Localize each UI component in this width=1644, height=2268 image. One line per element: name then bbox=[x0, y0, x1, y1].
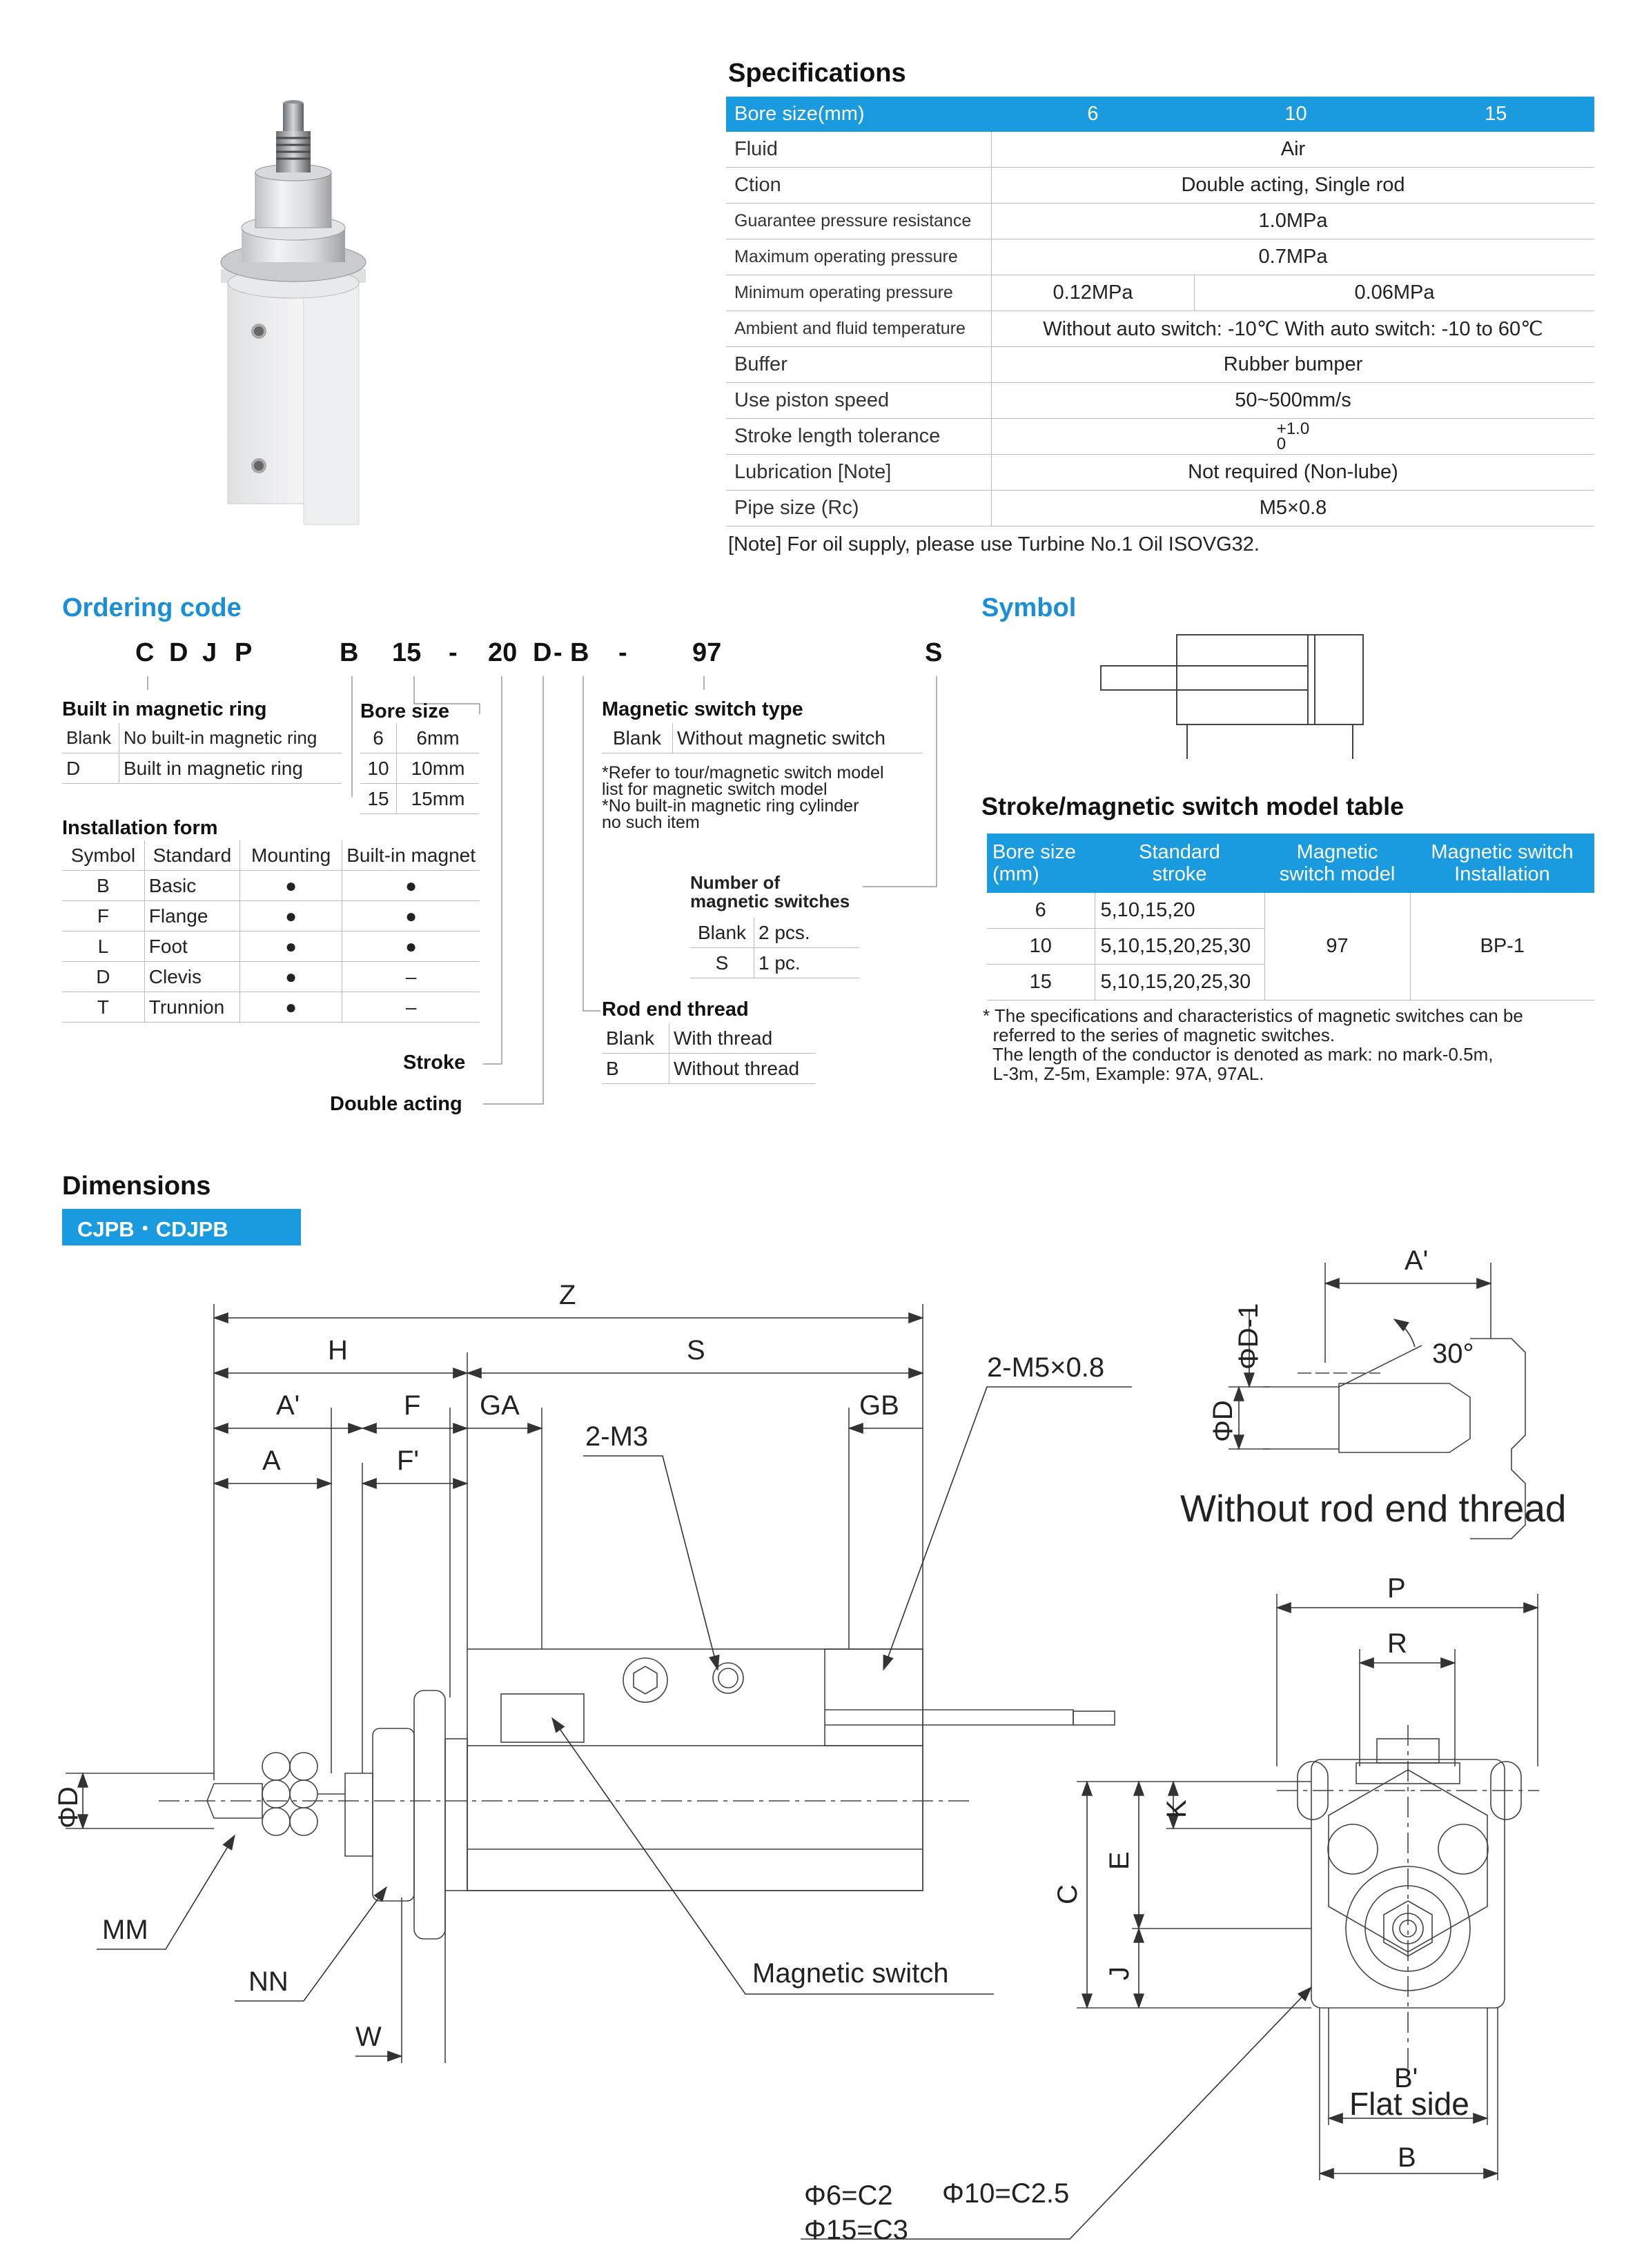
col-mounting: Mounting bbox=[240, 840, 342, 871]
note-line: * The specifications and characteristics of magnetic switches can be bbox=[983, 1005, 1523, 1026]
num-switches-desc: 2 pcs. bbox=[754, 918, 860, 948]
spec-label: Pipe size (Rc) bbox=[726, 491, 992, 526]
table-row bbox=[62, 723, 342, 753]
rod-end-desc: With thread bbox=[669, 1023, 816, 1054]
install-magnet: ● bbox=[342, 901, 480, 931]
num-switches-table bbox=[690, 918, 859, 978]
spec-value: 0.7MPa bbox=[992, 239, 1595, 275]
spec-value: Air bbox=[992, 132, 1595, 168]
bore-15-header: 15 bbox=[1398, 97, 1595, 132]
bore-size-table bbox=[360, 723, 479, 814]
install-symbol: F bbox=[62, 901, 144, 931]
install-name: Clevis bbox=[144, 962, 239, 992]
switch-installation-value: BP-1 bbox=[1410, 893, 1594, 1000]
magnetic-ring-desc: Built in magnetic ring bbox=[119, 753, 342, 784]
install-symbol: B bbox=[62, 871, 144, 901]
double-acting-label: Double acting bbox=[330, 1093, 462, 1115]
bore-desc: 15mm bbox=[397, 784, 480, 814]
spec-row bbox=[726, 275, 1594, 311]
spec-value: Without auto switch: -10℃ With auto switch: -10 to 60℃ bbox=[992, 311, 1595, 347]
switch-model-value: 97 bbox=[1264, 893, 1410, 1000]
tolerance-plus: +1.0 bbox=[1276, 419, 1310, 438]
note-line: L-3m, Z-5m, Example: 97A, 97AL. bbox=[983, 1063, 1264, 1084]
spec-label: Minimum operating pressure bbox=[726, 275, 992, 311]
stroke-bore: 6 bbox=[987, 893, 1095, 929]
num-switches-title-line: magnetic switches bbox=[690, 891, 850, 911]
spec-row bbox=[726, 239, 1594, 275]
stroke-header-line: (mm) bbox=[992, 863, 1039, 885]
rod-end-table bbox=[602, 1023, 816, 1084]
stroke-header-line: switch model bbox=[1279, 863, 1396, 885]
install-mounting: ● bbox=[240, 962, 342, 992]
stroke-header-line: Bore size bbox=[992, 841, 1076, 863]
specifications-table bbox=[726, 97, 1594, 526]
table-row bbox=[360, 784, 479, 814]
stroke-header-line: Magnetic bbox=[1296, 841, 1378, 863]
spec-value: Not required (Non-lube) bbox=[992, 455, 1595, 491]
side-dim-phi-d: ΦD bbox=[1208, 1400, 1238, 1442]
bore-size-header: Bore size(mm) bbox=[726, 97, 992, 132]
side-dim-phi-d1: ΦD-1 bbox=[1233, 1303, 1264, 1370]
install-mounting: ● bbox=[240, 931, 342, 962]
magnetic-ring-code: D bbox=[62, 753, 119, 784]
magnetic-switch-label: Magnetic switch bbox=[752, 1958, 949, 1989]
bore-desc: 6mm bbox=[397, 723, 480, 753]
end-dim-j: J bbox=[1104, 1966, 1135, 1980]
stroke-bore: 15 bbox=[987, 965, 1095, 1000]
spec-row bbox=[726, 132, 1594, 168]
table-row bbox=[62, 840, 480, 871]
num-switches-title bbox=[690, 874, 850, 911]
table-row bbox=[360, 753, 479, 784]
num-switches-code: S bbox=[690, 948, 754, 978]
note-line: The length of the conductor is denoted as mark: no mark-0.5m, bbox=[983, 1044, 1494, 1065]
install-magnet: – bbox=[342, 992, 480, 1023]
end-dim-b-prime: B' bbox=[1394, 2063, 1418, 2093]
install-name: Basic bbox=[144, 871, 239, 901]
ordering-code-title: Ordering code bbox=[62, 593, 242, 622]
table-row bbox=[62, 871, 480, 901]
rod-end-code: B bbox=[602, 1054, 669, 1084]
rod-end-title: Rod end thread bbox=[602, 998, 749, 1020]
spec-label: Guarantee pressure resistance bbox=[726, 204, 992, 239]
dimension-drawing bbox=[0, 1235, 1644, 2268]
stroke-values: 5,10,15,20 bbox=[1095, 893, 1264, 929]
table-row bbox=[62, 753, 342, 784]
spec-value: 0.06MPa bbox=[1195, 275, 1595, 311]
flat-side-label: Flat side bbox=[1349, 2086, 1469, 2122]
spec-label: Lubrication [Note] bbox=[726, 455, 992, 491]
chamfer-15: Φ15=C3 bbox=[804, 2215, 908, 2245]
table-row bbox=[62, 901, 480, 931]
dim-f: F bbox=[404, 1390, 421, 1421]
bore-6-header: 6 bbox=[992, 97, 1195, 132]
col-switch-model bbox=[1264, 834, 1410, 893]
bore-desc: 10mm bbox=[397, 753, 480, 784]
spec-label: Maximum operating pressure bbox=[726, 239, 992, 275]
install-name: Flange bbox=[144, 901, 239, 931]
bore-code: 10 bbox=[360, 753, 397, 784]
magnetic-ring-code: Blank bbox=[62, 723, 119, 753]
end-dim-k: K bbox=[1162, 1799, 1192, 1818]
code-char-p: P bbox=[235, 638, 253, 667]
stroke-header-line: Magnetic switch bbox=[1431, 841, 1574, 863]
spec-value: Rubber bumper bbox=[992, 347, 1595, 383]
spec-value: M5×0.8 bbox=[992, 491, 1595, 526]
code-switch-type: 97 bbox=[692, 638, 722, 667]
dimensions-title: Dimensions bbox=[62, 1172, 211, 1201]
table-row bbox=[62, 962, 480, 992]
stroke-table-notes bbox=[983, 1006, 1523, 1083]
stroke-values: 5,10,15,20,25,30 bbox=[1095, 965, 1264, 1000]
spec-label: Ction bbox=[726, 168, 992, 204]
spec-label: Use piston speed bbox=[726, 383, 992, 419]
stroke-bore: 10 bbox=[987, 929, 1095, 965]
dim-m5: 2-M5×0.8 bbox=[987, 1352, 1105, 1383]
install-magnet: ● bbox=[342, 931, 480, 962]
spec-label: Ambient and fluid temperature bbox=[726, 311, 992, 347]
magnetic-ring-desc: No built-in magnetic ring bbox=[119, 723, 342, 753]
code-installation: B bbox=[340, 638, 359, 667]
rod-end-code: Blank bbox=[602, 1023, 669, 1054]
bore-code: 6 bbox=[360, 723, 397, 753]
code-bore: 15 bbox=[392, 638, 422, 667]
stroke-header-line: Standard bbox=[1139, 841, 1220, 863]
col-bore-size bbox=[987, 834, 1095, 893]
product-photo bbox=[173, 90, 600, 545]
dim-mm: MM bbox=[102, 1915, 148, 1945]
col-symbol: Symbol bbox=[62, 840, 144, 871]
end-dim-e: E bbox=[1104, 1851, 1135, 1870]
code-dash: - bbox=[449, 638, 458, 667]
install-name: Trunnion bbox=[144, 992, 239, 1023]
chamfer-6: Φ6=C2 bbox=[804, 2180, 893, 2211]
switch-type-table bbox=[602, 723, 923, 753]
without-thread-label: Without rod end thread bbox=[1180, 1487, 1567, 1530]
end-dim-c: C bbox=[1053, 1884, 1083, 1904]
rod-end-desc: Without thread bbox=[669, 1054, 816, 1084]
dim-gb: GB bbox=[859, 1390, 899, 1421]
side-dim-a-prime: A' bbox=[1405, 1245, 1429, 1276]
dim-s: S bbox=[687, 1335, 705, 1365]
code-char-d: D bbox=[169, 638, 188, 667]
switch-type-desc: Without magnetic switch bbox=[673, 723, 923, 753]
spec-label: Fluid bbox=[726, 132, 992, 168]
stroke-values: 5,10,15,20,25,30 bbox=[1095, 929, 1264, 965]
code-switch-count: S bbox=[925, 638, 943, 667]
table-row bbox=[690, 918, 859, 948]
spec-row bbox=[726, 347, 1594, 383]
stroke-header-line: stroke bbox=[1152, 863, 1207, 885]
dim-phi-d: ΦD bbox=[53, 1786, 84, 1828]
num-switches-desc: 1 pc. bbox=[754, 948, 860, 978]
note-line: referred to the series of magnetic switches. bbox=[983, 1025, 1335, 1045]
table-row bbox=[690, 948, 859, 978]
spec-label: Stroke length tolerance bbox=[726, 419, 992, 455]
table-row bbox=[62, 931, 480, 962]
table-row bbox=[602, 1023, 816, 1054]
install-magnet: – bbox=[342, 962, 480, 992]
note-line: *No built-in magnetic ring cylinder bbox=[602, 796, 859, 816]
tolerance-minus: 0 bbox=[1276, 434, 1286, 453]
code-rod-end: B bbox=[570, 638, 589, 667]
note-line: *Refer to tour/magnetic switch model bbox=[602, 763, 884, 782]
install-magnet: ● bbox=[342, 871, 480, 901]
specifications-title: Specifications bbox=[728, 59, 906, 88]
magnetic-ring-table bbox=[62, 723, 342, 784]
dim-a: A bbox=[262, 1446, 281, 1476]
install-symbol: D bbox=[62, 962, 144, 992]
code-char-c: C bbox=[135, 638, 155, 667]
num-switches-code: Blank bbox=[690, 918, 754, 948]
spec-row bbox=[726, 204, 1594, 239]
install-mounting: ● bbox=[240, 901, 342, 931]
bore-size-title: Bore size bbox=[360, 700, 449, 722]
stroke-switch-table bbox=[987, 834, 1594, 1000]
end-dim-p: P bbox=[1387, 1573, 1406, 1604]
switch-type-code: Blank bbox=[602, 723, 673, 753]
dim-nn: NN bbox=[248, 1966, 288, 1997]
code-dash: - bbox=[554, 638, 562, 667]
table-row bbox=[602, 723, 923, 753]
pneumatic-symbol bbox=[1097, 628, 1387, 766]
col-switch-installation bbox=[1410, 834, 1594, 893]
code-stroke: 20 bbox=[488, 638, 518, 667]
dim-a-prime: A' bbox=[276, 1390, 300, 1421]
spec-row bbox=[726, 491, 1594, 526]
col-standard: Standard bbox=[144, 840, 239, 871]
code-double-acting: D bbox=[533, 638, 552, 667]
magnetic-ring-title: Built in magnetic ring bbox=[62, 698, 267, 720]
col-standard-stroke bbox=[1095, 834, 1264, 893]
note-line: list for magnetic switch model bbox=[602, 780, 828, 799]
dim-z: Z bbox=[559, 1280, 576, 1310]
install-symbol: T bbox=[62, 992, 144, 1023]
note-line: no such item bbox=[602, 813, 700, 832]
spec-value: 1.0MPa bbox=[992, 204, 1595, 239]
code-char-j: J bbox=[202, 638, 217, 667]
switch-type-notes bbox=[602, 763, 884, 832]
end-dim-r: R bbox=[1387, 1628, 1407, 1659]
dim-m3: 2-M3 bbox=[585, 1421, 649, 1452]
num-switches-title-line: Number of bbox=[690, 872, 780, 893]
install-symbol: L bbox=[62, 931, 144, 962]
install-name: Foot bbox=[144, 931, 239, 962]
spec-row bbox=[726, 419, 1594, 455]
spec-row bbox=[726, 455, 1594, 491]
spec-value: Double acting, Single rod bbox=[992, 168, 1595, 204]
stroke-label: Stroke bbox=[403, 1052, 466, 1074]
switch-type-title: Magnetic switch type bbox=[602, 698, 803, 720]
stroke-table-title: Stroke/magnetic switch model table bbox=[981, 792, 1405, 820]
table-row bbox=[360, 723, 479, 753]
spec-row bbox=[726, 168, 1594, 204]
code-dash: - bbox=[618, 638, 627, 667]
stroke-header-row bbox=[987, 834, 1594, 893]
bore-code: 15 bbox=[360, 784, 397, 814]
bore-10-header: 10 bbox=[1195, 97, 1398, 132]
table-row bbox=[602, 1054, 816, 1084]
spec-row bbox=[726, 383, 1594, 419]
install-mounting: ● bbox=[240, 992, 342, 1023]
col-magnet: Built-in magnet bbox=[342, 840, 480, 871]
spec-label: Buffer bbox=[726, 347, 992, 383]
dim-f-prime: F' bbox=[397, 1446, 420, 1476]
chamfer-10: Φ10=C2.5 bbox=[942, 2178, 1070, 2209]
dim-h: H bbox=[328, 1335, 348, 1365]
model-badge: CJPB・CDJPB bbox=[62, 1209, 301, 1245]
table-row bbox=[62, 992, 480, 1023]
end-dim-b: B bbox=[1398, 2142, 1416, 2173]
spec-note: [Note] For oil supply, please use Turbine No.1 Oil ISOVG32. bbox=[728, 533, 1260, 555]
table-row bbox=[987, 893, 1594, 929]
install-mounting: ● bbox=[240, 871, 342, 901]
installation-form-title: Installation form bbox=[62, 817, 218, 839]
spec-value: 50~500mm/s bbox=[992, 383, 1595, 419]
installation-form-table bbox=[62, 840, 480, 1023]
spec-header-row bbox=[726, 97, 1594, 132]
side-dim-angle: 30° bbox=[1432, 1339, 1474, 1369]
dim-ga: GA bbox=[480, 1390, 520, 1421]
stroke-header-line: Installation bbox=[1454, 863, 1550, 885]
symbol-title: Symbol bbox=[981, 593, 1077, 622]
spec-value: 0.12MPa bbox=[992, 275, 1195, 311]
dim-w: W bbox=[355, 2022, 382, 2052]
spec-row bbox=[726, 311, 1594, 347]
